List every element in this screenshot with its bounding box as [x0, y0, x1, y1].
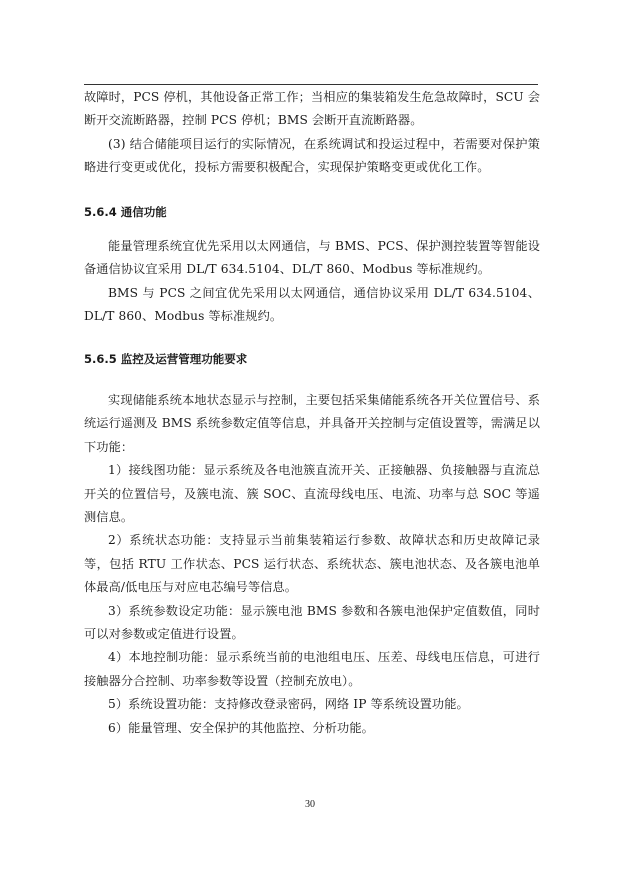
function-item: 1）接线图功能：显示系统及各电池簇直流开关、正接触器、负接触器与直流总开关的位置信号，及簇电流、簇 SOC、直流母线电压、电流、功率与总 SOC 等遥测信息。: [84, 463, 540, 525]
page-number: 30: [305, 799, 315, 810]
function-item: 4）本地控制功能：显示系统当前的电池组电压、压差、母线电压信息，可进行接触器分合控制、功率参数等设置（控制充放电）。: [84, 650, 540, 688]
function-item: 6）能量管理、安全保护的其他监控、分析功能。: [108, 720, 374, 735]
section-5-6-4-heading: 5.6.4 通信功能: [84, 205, 167, 219]
section-5-6-5-heading: 5.6.5 监控及运营管理功能要求: [84, 352, 248, 366]
protection-strategy-item-3: (3) 结合储能项目运行的实际情况，在系统调试和投运过程中，若需要对保护策略进行变更或优化，投标方需要积极配合，实现保护策略变更或优化工作。: [84, 136, 540, 175]
section-5-6-4-body: [84, 235, 540, 329]
function-item: 3）系统参数设定功能：显示簇电池 BMS 参数和各簇电池保护定值数值，同时可以对参数或定值进行设置。: [84, 603, 540, 642]
communication-paragraph-2: BMS 与 PCS 之间宜优先采用以太网通信，通信协议采用 DL/T 634.5104、DL/T 860、Modbus 等标准规约。: [84, 285, 540, 324]
monitoring-intro-paragraph: 实现储能系统本地状态显示与控制，主要包括采集储能系统各开关位置信号、系统运行遥测及 BMS 系统参数定值等信息，并具备开关控制与定值设置等，需满足以下功能：: [84, 393, 540, 454]
header-rule: [84, 84, 538, 85]
section-5-6-5-body: [84, 389, 540, 740]
function-item: 5）系统设置功能：支持修改登录密码，网络 IP 等系统设置功能。: [108, 697, 469, 712]
continued-paragraph: 故障时，PCS 停机，其他设备正常工作；当相应的集装箱发生危急故障时，SCU 会断开交流断路器，控制 PCS 停机；BMS 会断开直流断路器。: [84, 90, 540, 128]
function-item: 2）系统状态功能：支持显示当前集装箱运行参数、故障状态和历史故障记录等，包括 RTU 工作状态、PCS 运行状态、系统状态、簇电池状态、及各簇电池单体最高/低电压与对应电芯编号等信息。: [84, 533, 540, 595]
communication-paragraph-1: 能量管理系统宜优先采用以太网通信，与 BMS、PCS、保护测控装置等智能设备通信协议宜采用 DL/T 634.5104、DL/T 860、Modbus 等标准规约。: [84, 239, 540, 277]
continued-paragraph-block: [84, 86, 540, 180]
